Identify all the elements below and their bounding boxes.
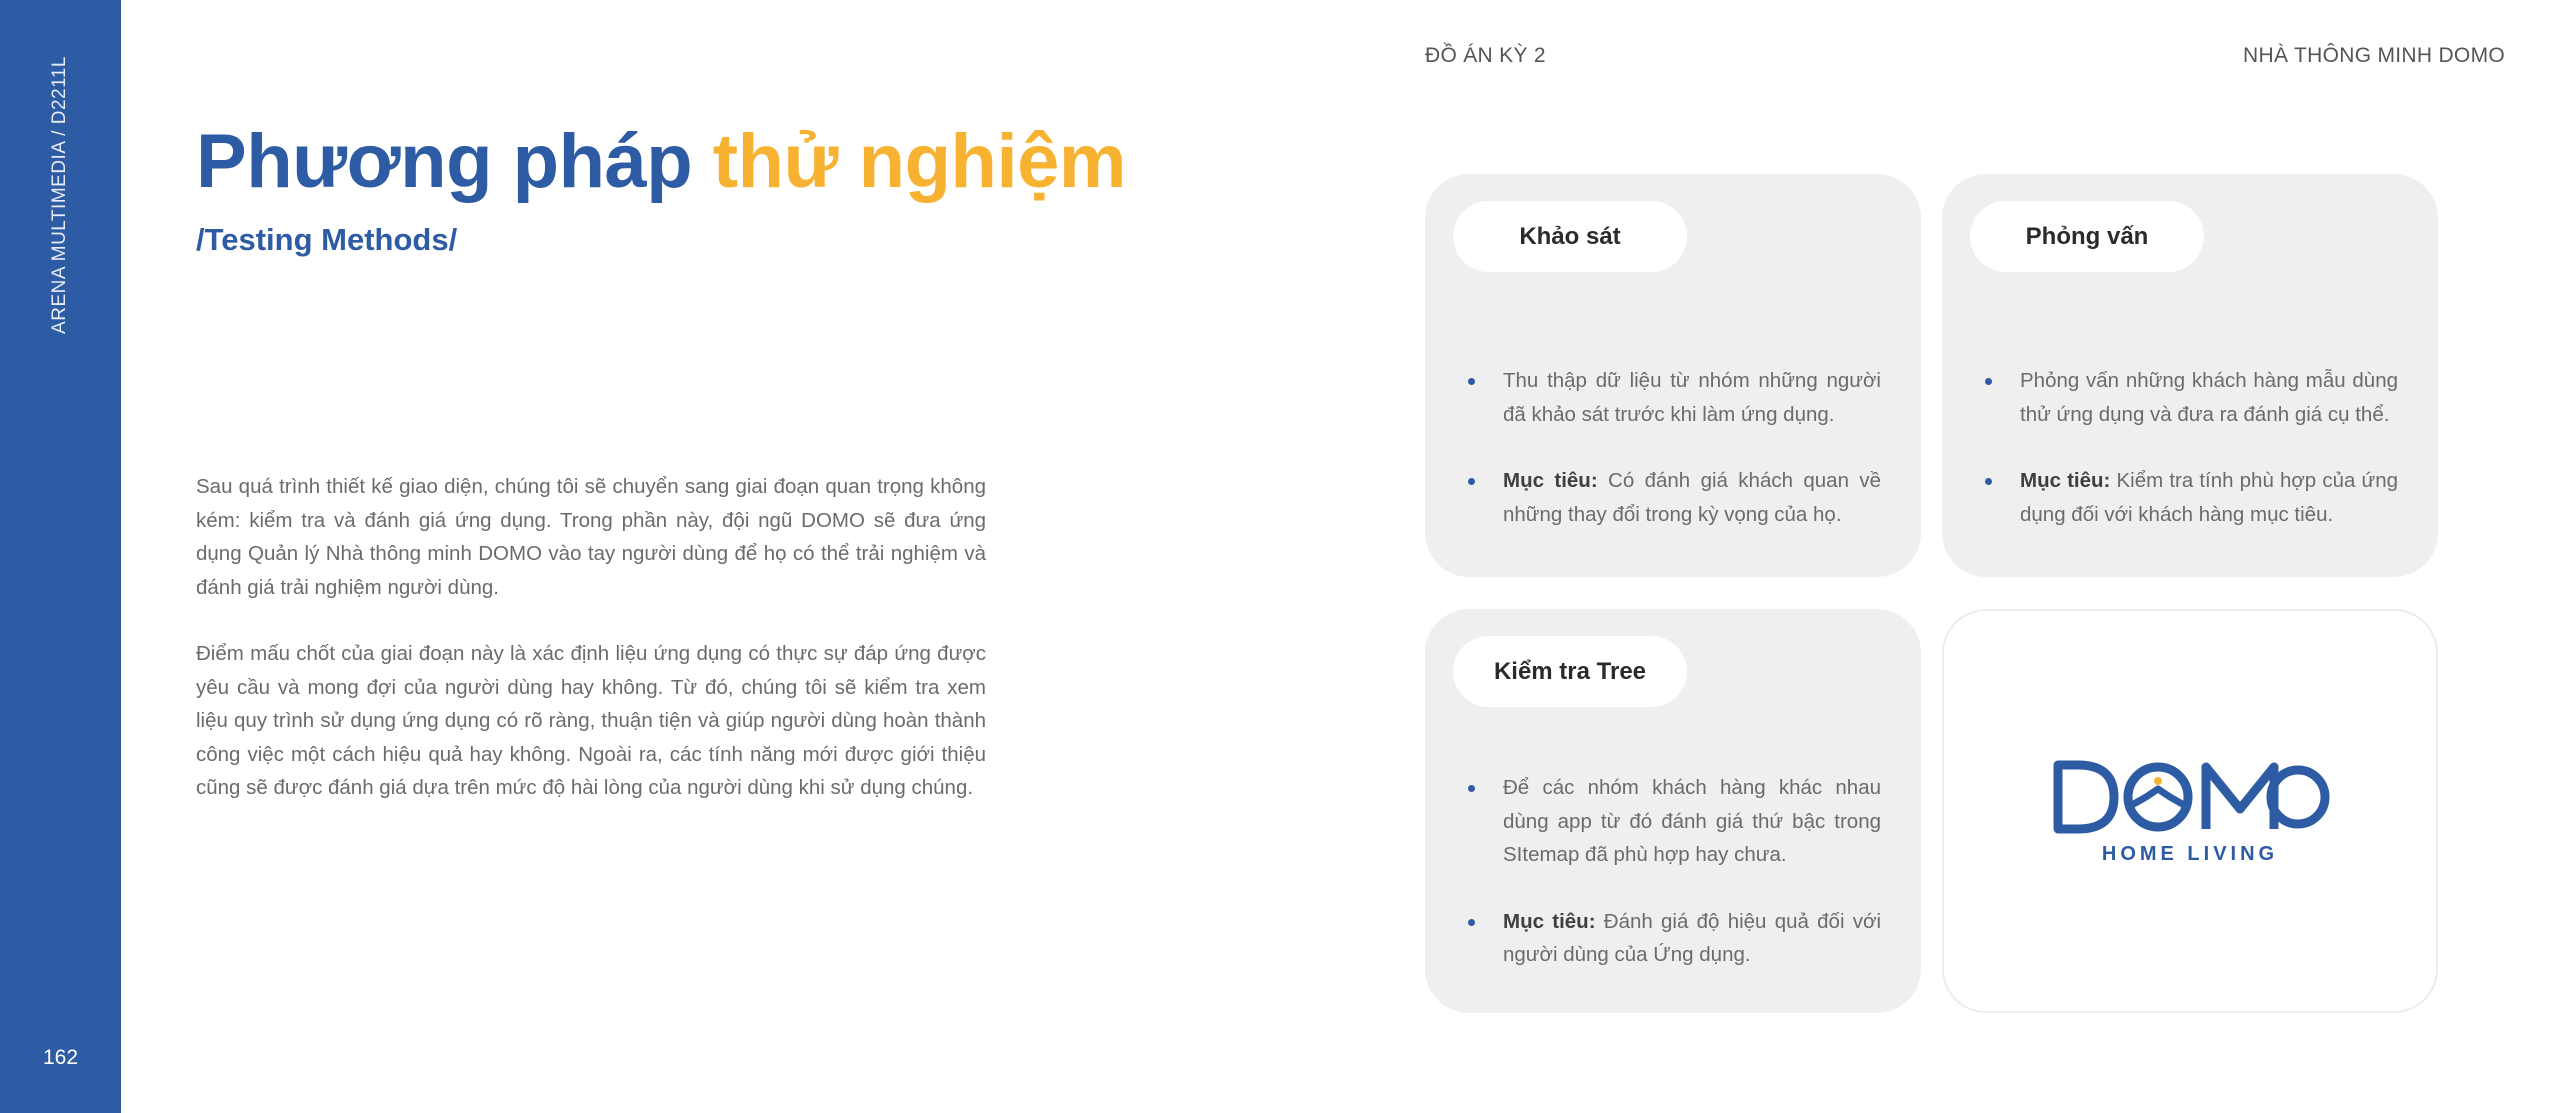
goal-label: Mục tiêu: — [2020, 469, 2111, 492]
method-goal-bullet — [1982, 464, 2398, 531]
goal-label: Mục tiêu: — [1503, 469, 1598, 492]
intro-paragraph: Sau quá trình thiết kế giao diện, chúng tôi sẽ chuyển sang giai đoạn quan trọng không kém: kiểm tra và đánh giá ứng dụng. Trong phần này, đội ngũ DOMO sẽ đưa ứng dụng Quản lý Nhà thông minh DOMO vào tay người dùng để họ có thể trải nghiệm và đánh giá trải nghiệm người dùng. — [196, 475, 986, 599]
logo-card — [1942, 609, 2438, 1013]
sidebar — [0, 0, 121, 1113]
logo-tagline: HOME LIVING — [2101, 843, 2279, 865]
details-paragraph: Điểm mấu chốt của giai đoạn này là xác định liệu ứng dụng có thực sự đáp ứng được yêu cầu và mong đợi của người dùng hay không. Từ đó, chúng tôi sẽ kiểm tra xem liệu quy trình sử dụng ứng dụng có rõ ràng, thuận tiện và giúp người dùng hoàn thành công việc một cách hiệu quả hay không. Ngoài ra, các tính năng mới được giới thiệu cũng sẽ được đánh giá dựa trên mức độ hài lòng của người dùng khi sử dụng chúng. — [196, 642, 986, 799]
page-title — [196, 118, 1126, 205]
page-number: 162 — [42, 1046, 79, 1069]
goal-text: Đánh giá độ hiệu quả đối với người dùng của Ứng dụng. — [1503, 909, 1882, 966]
method-bullet: Phỏng vấn những khách hàng mẫu dùng thử ứng dụng và đưa ra đánh giá cụ thể. — [1982, 364, 2398, 431]
method-card-interview — [1942, 174, 2438, 577]
method-goal-bullet — [1465, 905, 1881, 972]
method-bullet-list — [1465, 771, 1881, 1005]
goal-text: Kiểm tra tính phù hợp của ứng dụng đối với khách hàng mục tiêu. — [2020, 469, 2399, 526]
goal-label: Mục tiêu: — [1503, 909, 1596, 933]
header-product-label: NHÀ THÔNG MINH DOMO — [2243, 44, 2505, 67]
goal-text: Có đánh giá khách quan về những thay đổi trong kỳ vọng của họ. — [1503, 469, 1881, 526]
method-bullet: Thu thập dữ liệu từ nhóm những người đã khảo sát trước khi làm ứng dụng. — [1465, 364, 1881, 431]
page-title-accent: thử nghiệm — [712, 119, 1126, 204]
header-project-label: ĐỒ ÁN KỲ 2 — [1425, 44, 1546, 67]
method-card-title: Phỏng vấn — [1970, 201, 2204, 272]
method-bullet-list — [1465, 364, 1881, 564]
page-subtitle: /Testing Methods/ — [196, 222, 458, 257]
method-goal-bullet — [1465, 464, 1881, 531]
method-card-title: Khảo sát — [1453, 201, 1687, 272]
page-title-main: Phương pháp — [196, 119, 713, 204]
domo-wordmark-icon — [2050, 757, 2330, 837]
method-bullet: Để các nhóm khách hàng khác nhau dùng app từ đó đánh giá thứ bậc trong SItemap đã phù hợp hay chưa. — [1465, 771, 1881, 872]
domo-logo — [1944, 757, 2436, 866]
sidebar-label: ARENA MULTIMEDIA / D2211L — [49, 56, 70, 334]
method-card-tree-test — [1425, 609, 1921, 1013]
method-bullet-list — [1982, 364, 2398, 564]
method-card-title: Kiểm tra Tree — [1453, 636, 1687, 707]
method-card-survey — [1425, 174, 1921, 577]
